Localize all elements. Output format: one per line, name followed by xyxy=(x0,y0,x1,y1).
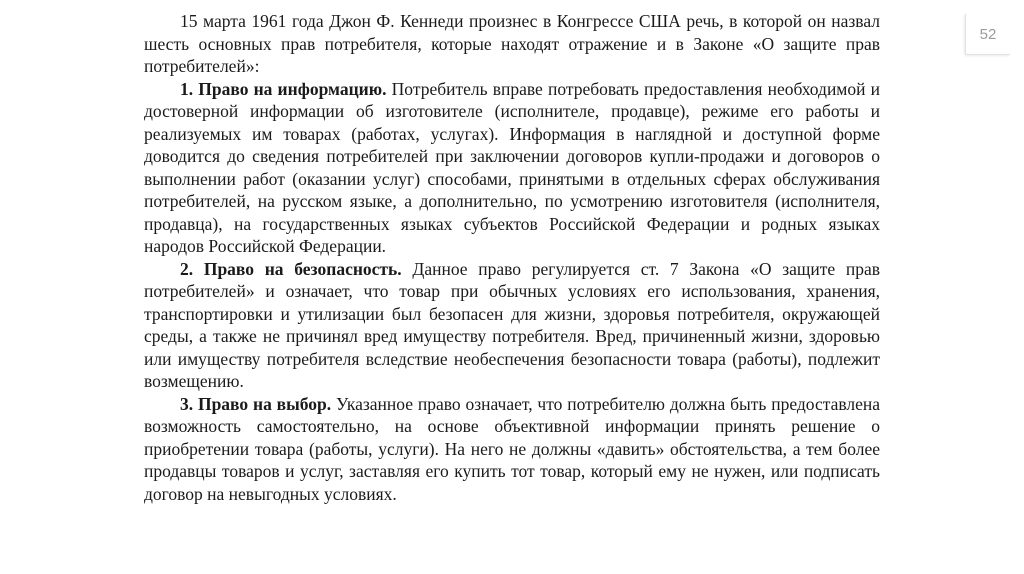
right-paragraph-information xyxy=(144,78,880,258)
slide-content xyxy=(144,10,880,505)
right-title-safety: 2. Право на безопасность. xyxy=(180,258,402,279)
right-text-information: Потребитель вправе потребовать предоставления необходимой и достоверной информации об изготовителе (исполнителе, продавце), режиме его работы и реализуемых им товарах (работах, услугах). Информация в наглядной и доступной форме доводится до сведения потребителей при заключении договоров купли-продажи и договоров о выполнении работ (оказании услуг) способами, принятыми в отдельных сферах обслуживания потребителей, на русском языке, а дополнительно, по усмотрению изготовителя (исполнителя, продавца), на государственных языках субъектов Российской Федерации и родных языках народов Российской Федерации. xyxy=(144,78,881,256)
right-title-information: 1. Право на информацию. xyxy=(180,78,387,99)
intro-text: 15 марта 1961 года Джон Ф. Кеннеди произнес в Конгрессе США речь, в которой он назвал шесть основных прав потребителя, которые находят отражение и в Законе «О защите прав потребителей»: xyxy=(144,11,880,76)
intro-paragraph xyxy=(144,10,880,78)
right-text-choice: Указанное право означает, что потребителю должна быть предоставлена возможность самостоятельно, на основе объективной информации принять решение о приобретении товара (работы, услуги). На него не должны «давить» обстоятельства, а тем более продавцы товаров и услуг, заставляя его купить тот товар, который ему не нужен, или подписать договор на невыгодных условиях. xyxy=(144,393,881,504)
right-paragraph-choice xyxy=(144,393,880,506)
page-number-text: 52 xyxy=(979,25,997,43)
page-number xyxy=(965,14,1010,55)
right-title-choice: 3. Право на выбор. xyxy=(180,393,332,414)
right-paragraph-safety xyxy=(144,258,880,393)
right-text-safety: Данное право регулируется ст. 7 Закона «О защите прав потребителей» и означает, что товар при обычных условиях его использования, хранения, транспортировки и утилизации был безопасен для жизни, здоровья потребителя, окружающей среды, а также не причинял вред имуществу потребителя. Вред, причиненный жизни, здоровью или имуществу потребителя вследствие необеспечения безопасности товара (работы), подлежит возмещению. xyxy=(144,258,880,391)
